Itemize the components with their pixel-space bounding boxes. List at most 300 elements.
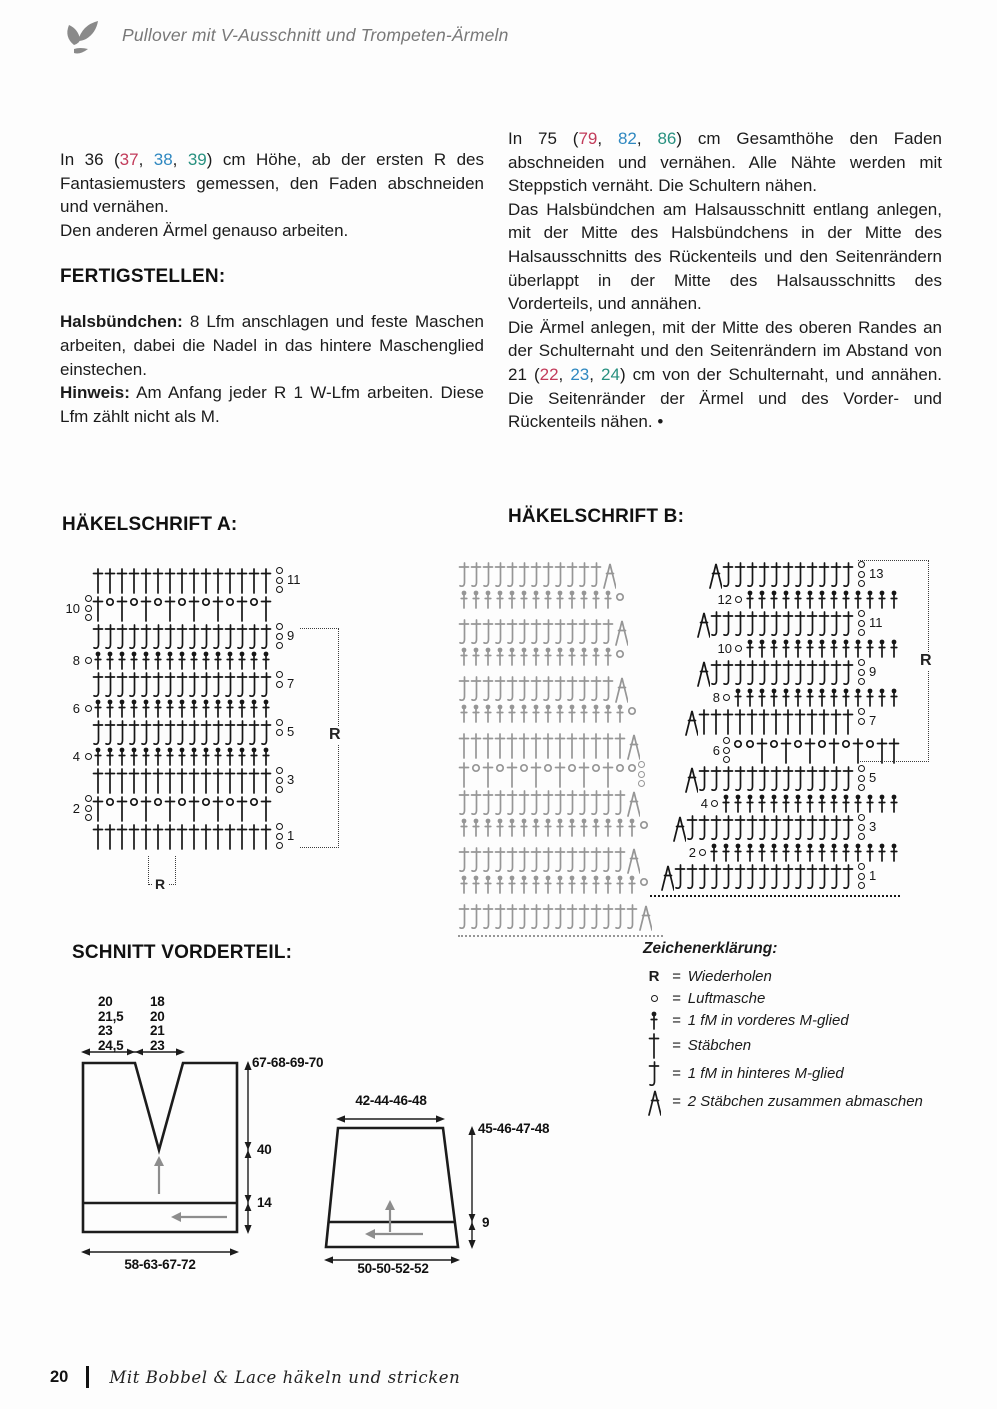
fm-hinteres-symbol	[470, 617, 482, 645]
chart-row	[56, 594, 346, 622]
row-number: 6	[72, 700, 80, 716]
chart-row	[608, 638, 900, 658]
staebchen-symbol	[518, 731, 530, 759]
staebchen-symbol	[152, 566, 164, 594]
fm-hinteres-symbol	[782, 658, 794, 686]
fm-hinteres-symbol	[470, 560, 482, 588]
luftmasche-symbol	[816, 736, 828, 764]
fm-vorderes-symbol	[804, 842, 816, 862]
fm-hinteres-symbol	[710, 862, 722, 890]
luftmasche-symbol	[792, 736, 804, 764]
fm-hinteres-symbol	[140, 622, 152, 650]
chain-circles	[858, 863, 865, 889]
fm-hinteres-symbol	[482, 788, 494, 816]
fm-hinteres-symbol	[506, 788, 518, 816]
staebchen-symbol	[248, 766, 260, 794]
fm-hinteres-symbol	[554, 845, 566, 873]
row-left-gutter	[56, 702, 92, 715]
fm-vorderes-symbol	[744, 793, 756, 813]
row-number: 8	[72, 652, 80, 668]
fm-vorderes-symbol	[756, 589, 768, 609]
legend-symbol	[643, 968, 665, 985]
fm-hinteres-symbol	[518, 845, 530, 873]
fm-hinteres-symbol	[746, 813, 758, 841]
sleeve-height-label: 45-46-47-48	[478, 1121, 550, 1136]
legend-symbol	[643, 1031, 665, 1059]
luftmasche-symbol	[858, 882, 865, 889]
fm-vorderes-symbol	[590, 874, 602, 894]
row-number: 12	[717, 591, 732, 607]
fm-hinteres-symbol	[176, 670, 188, 698]
chart-row	[608, 764, 900, 793]
chain-circles	[85, 753, 92, 760]
chart-row	[608, 842, 900, 862]
staebchen-symbol	[710, 707, 722, 735]
luftmasche-symbol	[276, 577, 283, 584]
staebchen-symbol	[224, 822, 236, 850]
fm-vorderes-symbol	[494, 703, 506, 723]
staebchen-symbol	[494, 731, 506, 759]
staebchen-symbol	[458, 760, 470, 788]
fm-hinteres-symbol	[818, 764, 830, 792]
fm-vorderes-symbol	[200, 746, 212, 766]
staebchen-symbol	[104, 766, 116, 794]
fm-vorderes-symbol	[518, 589, 530, 609]
fm-hinteres-symbol	[566, 617, 578, 645]
row-number: 3	[869, 819, 877, 834]
fm-vorderes-symbol	[864, 842, 876, 862]
fm-hinteres-symbol	[518, 674, 530, 702]
fm-hinteres-symbol	[188, 622, 200, 650]
fm-vorderes-symbol	[140, 698, 152, 718]
fm-vorderes-symbol	[852, 793, 864, 813]
luftmasche-symbol	[276, 681, 283, 688]
row-right-gutter	[854, 862, 900, 889]
fm-hinteres-symbol	[590, 902, 602, 930]
fm-vorderes-symbol	[224, 746, 236, 766]
chart-row	[608, 793, 900, 813]
staebchen-symbol	[482, 731, 494, 759]
fm-vorderes-symbol	[188, 650, 200, 670]
fm-hinteres-symbol	[734, 862, 746, 890]
fm-vorderes-symbol	[458, 589, 470, 609]
fm-vorderes-symbol	[590, 646, 602, 666]
chart-row	[608, 687, 900, 707]
staebchen-symbol	[506, 731, 518, 759]
fm-hinteres-symbol	[758, 658, 770, 686]
luftmasche-symbol	[85, 753, 92, 760]
chain-circles	[711, 800, 718, 807]
paragraph: Den anderen Ärmel genauso arbeiten.	[60, 220, 349, 240]
row-left-gutter	[56, 595, 92, 621]
fm-hinteres-symbol	[200, 622, 212, 650]
fm-vorderes-symbol	[458, 874, 470, 894]
fm-hinteres-symbol	[782, 862, 794, 890]
fm-vorderes-symbol	[104, 650, 116, 670]
luftmasche-symbol	[85, 795, 92, 802]
fm-hinteres-symbol	[128, 622, 140, 650]
row-number: 1	[869, 868, 877, 883]
fm-hinteres-symbol	[482, 560, 494, 588]
fm-hinteres-symbol	[92, 718, 104, 746]
fm-vorderes-symbol	[518, 646, 530, 666]
fm-hinteres-symbol	[722, 609, 734, 637]
fm-vorderes-symbol	[470, 817, 482, 837]
fm-hinteres-symbol	[794, 658, 806, 686]
fm-vorderes-symbol	[128, 650, 140, 670]
fm-hinteres-symbol	[722, 764, 734, 792]
row-number: 2	[72, 800, 80, 816]
fm-vorderes-symbol	[494, 874, 506, 894]
row-left-label	[701, 797, 718, 810]
footer-divider	[86, 1366, 89, 1388]
front-total-height-label: 67-68-69-70	[252, 1055, 324, 1070]
repeat-label: R	[152, 876, 168, 892]
fm-vorderes-symbol	[708, 842, 720, 862]
fm-vorderes-symbol	[792, 638, 804, 658]
schnitt-title: SCHNITT VORDERTEIL:	[72, 942, 293, 963]
fm-hinteres-symbol	[104, 670, 116, 698]
chain-circles	[723, 737, 730, 763]
chart-row	[608, 862, 900, 891]
fm-hinteres-symbol	[482, 902, 494, 930]
staebchen-symbol	[566, 731, 578, 759]
staebchen-symbol	[806, 707, 818, 735]
fm-vorderes-symbol	[744, 842, 756, 862]
fm-hinteres-symbol	[794, 609, 806, 637]
fm-hinteres-symbol	[566, 560, 578, 588]
row-left-label	[713, 691, 730, 704]
fm-hinteres-symbol	[794, 813, 806, 841]
luftmasche-symbol	[494, 760, 506, 788]
staebchen-symbol	[176, 766, 188, 794]
front-hem-height-label: 14	[257, 1195, 272, 1210]
fm-vorderes-symbol	[176, 650, 188, 670]
abmaschen-symbol	[647, 1087, 661, 1116]
luftmasche-symbol	[858, 765, 865, 772]
staebchen-symbol	[782, 707, 794, 735]
staebchen-symbol	[458, 731, 470, 759]
luftmasche-symbol	[200, 794, 212, 822]
staebchen-symbol	[116, 822, 128, 850]
paragraph: Hinweis: Am Anfang jeder R 1 W-Lfm arbeiten. Diese Lfm zählt nicht als M.	[60, 383, 484, 426]
legend-item	[643, 1031, 963, 1059]
luftmasche-symbol	[276, 642, 283, 649]
luftmasche-symbol	[470, 760, 482, 788]
sleeve-top-width-label: 42-44-46-48	[355, 1093, 427, 1108]
staebchen-symbol	[554, 760, 566, 788]
fm-vorderes-symbol	[780, 687, 792, 707]
staebchen-symbol	[770, 707, 782, 735]
fm-vorderes-symbol	[248, 698, 260, 718]
fm-vorderes-symbol	[506, 589, 518, 609]
fm-vorderes-symbol	[554, 703, 566, 723]
fm-hinteres-symbol	[590, 560, 602, 588]
paragraph: In 36 (37, 38, 39) cm Höhe, ab der ersten R des Fantasiemusters gemessen, den Faden abschneiden und vernähen.	[60, 150, 484, 217]
row-left-gutter	[56, 654, 92, 667]
fm-vorderes-symbol	[92, 746, 104, 766]
chart-row	[608, 658, 900, 687]
fm-vorderes-symbol	[840, 793, 852, 813]
fm-hinteres-symbol	[734, 764, 746, 792]
luftmasche-symbol	[732, 736, 744, 764]
fm-hinteres-symbol	[818, 862, 830, 890]
fm-vorderes-symbol	[780, 793, 792, 813]
luftmasche-symbol	[858, 814, 865, 821]
fm-vorderes-symbol	[816, 687, 828, 707]
legend-label: 1 fM in hinteres M-glied	[687, 1064, 844, 1082]
brand-splash-icon	[60, 13, 108, 57]
fm-hinteres-symbol	[842, 764, 854, 792]
fm-hinteres-symbol	[602, 902, 614, 930]
fm-hinteres-symbol	[722, 862, 734, 890]
row-left-gutter	[56, 795, 92, 821]
fm-hinteres-symbol	[770, 862, 782, 890]
luftmasche-symbol	[276, 719, 283, 726]
fm-vorderes-symbol	[732, 687, 744, 707]
fm-hinteres-symbol	[260, 622, 272, 650]
dimension-value: 20	[150, 1008, 165, 1024]
luftmasche-symbol	[85, 657, 92, 664]
staebchen-symbol	[756, 736, 768, 764]
staebchen-symbol	[828, 736, 840, 764]
fm-vorderes-symbol	[518, 703, 530, 723]
fm-hinteres-symbol	[116, 718, 128, 746]
fm-vorderes-symbol	[768, 589, 780, 609]
sleeve-cuff-height-label: 9	[482, 1215, 490, 1230]
fm-vorderes-symbol	[566, 874, 578, 894]
fm-hinteres-symbol	[164, 670, 176, 698]
chain-circles	[723, 694, 730, 701]
fm-vorderes-symbol	[816, 842, 828, 862]
staebchen-symbol	[200, 822, 212, 850]
fm-vorderes-symbol	[494, 646, 506, 666]
legend-rows	[643, 965, 963, 1116]
luftmasche-symbol	[128, 794, 140, 822]
fm-vorderes-symbol	[200, 650, 212, 670]
fm-hinteres-symbol	[260, 670, 272, 698]
page-title: Pullover mit V-Ausschnitt und Trompeten-Ärmeln	[122, 24, 509, 45]
staebchen-symbol	[224, 566, 236, 594]
fm-hinteres-symbol	[152, 718, 164, 746]
fm-vorderes-symbol	[518, 874, 530, 894]
fm-hinteres-symbol	[758, 813, 770, 841]
equals-sign: =	[672, 967, 681, 985]
fm-hinteres-symbol	[164, 718, 176, 746]
symbol-legend	[643, 940, 963, 1116]
fm-vorderes-symbol	[458, 646, 470, 666]
chart-row	[608, 560, 900, 589]
fm-hinteres-symbol	[566, 674, 578, 702]
fm-vorderes-symbol	[164, 698, 176, 718]
sleeve-bottom-width-label: 50-50-52-52	[357, 1261, 429, 1276]
staebchen-symbol	[200, 766, 212, 794]
fm-hinteres-symbol	[830, 862, 842, 890]
luftmasche-symbol	[176, 794, 188, 822]
luftmasche-symbol	[858, 873, 865, 880]
luftmasche-symbol	[840, 736, 852, 764]
dimension-value: 23	[150, 1037, 165, 1053]
chain-circles	[276, 671, 283, 688]
luftmasche-symbol	[276, 786, 283, 793]
fm-vorderes-symbol	[888, 793, 900, 813]
fm-hinteres-symbol	[212, 718, 224, 746]
fm-vorderes-symbol	[828, 589, 840, 609]
fm-hinteres-symbol	[590, 788, 602, 816]
fm-hinteres-symbol	[470, 674, 482, 702]
fm-vorderes-symbol	[92, 650, 104, 670]
fm-hinteres-symbol	[698, 813, 710, 841]
fm-vorderes-symbol	[566, 646, 578, 666]
luftmasche-symbol	[858, 824, 865, 831]
fm-hinteres-symbol	[782, 609, 794, 637]
fm-hinteres-symbol	[554, 560, 566, 588]
staebchen-symbol	[212, 822, 224, 850]
fm-vorderes-symbol	[578, 589, 590, 609]
fm-hinteres-symbol	[128, 670, 140, 698]
row-number: 4	[72, 748, 80, 764]
luftmasche-symbol	[858, 833, 865, 840]
chain-circles	[651, 995, 658, 1002]
fm-hinteres-symbol	[794, 862, 806, 890]
fm-hinteres-symbol	[770, 764, 782, 792]
luftmasche-symbol	[590, 760, 602, 788]
fm-hinteres-symbol	[734, 813, 746, 841]
legend-symbol	[643, 995, 665, 1002]
chart-row	[608, 813, 900, 842]
fm-hinteres-symbol	[770, 560, 782, 588]
row-number: 2	[688, 844, 696, 860]
fm-hinteres-symbol	[554, 902, 566, 930]
staebchen-symbol	[92, 566, 104, 594]
legend-label: 1 fM in vorderes M-glied	[687, 1011, 849, 1029]
staebchen-symbol	[506, 760, 518, 788]
staebchen-symbol	[530, 731, 542, 759]
fm-hinteres-symbol	[506, 617, 518, 645]
fm-hinteres-symbol	[770, 658, 782, 686]
fm-vorderes-symbol	[212, 698, 224, 718]
fm-hinteres-symbol	[842, 560, 854, 588]
staebchen-symbol	[260, 566, 272, 594]
row-number: 6	[712, 742, 720, 758]
staebchen-symbol	[92, 766, 104, 794]
chain-circles	[699, 849, 706, 856]
staebchen-symbol	[722, 707, 734, 735]
dimension-value: 21	[150, 1023, 165, 1038]
fm-hinteres-symbol	[518, 902, 530, 930]
luftmasche-symbol	[176, 594, 188, 622]
staebchen-symbol	[104, 566, 116, 594]
fm-hinteres-symbol	[566, 845, 578, 873]
fm-hinteres-symbol	[128, 718, 140, 746]
row-number: 11	[869, 615, 883, 630]
fm-hinteres-symbol	[590, 845, 602, 873]
row-left-label	[718, 642, 742, 655]
page-number: 20	[50, 1367, 69, 1386]
fm-hinteres-symbol	[518, 788, 530, 816]
fm-hinteres-symbol	[734, 609, 746, 637]
paragraph: Halsbündchen: 8 Lfm anschlagen und feste Maschen arbeiten, dabei die Nadel in das hintere Maschenglied einstechen.	[60, 312, 484, 379]
abmaschen-symbol	[660, 862, 674, 891]
fm-vorderes-symbol	[792, 589, 804, 609]
fm-vorderes-symbol	[732, 793, 744, 813]
row-left-label	[689, 846, 706, 859]
fm-hinteres-symbol	[614, 902, 626, 930]
fm-hinteres-symbol	[806, 658, 818, 686]
staebchen-symbol	[188, 822, 200, 850]
legend-label: 2 Stäbchen zusammen abmaschen	[687, 1093, 923, 1110]
abmaschen-symbol	[708, 560, 722, 589]
luftmasche-symbol	[224, 794, 236, 822]
fm-hinteres-symbol	[482, 845, 494, 873]
staebchen-symbol	[128, 766, 140, 794]
staebchen-symbol	[188, 566, 200, 594]
chain-circles	[85, 595, 92, 621]
fm-vorderes-symbol	[530, 589, 542, 609]
chain-circles	[85, 705, 92, 712]
luftmasche-symbol	[276, 729, 283, 736]
staebchen-symbol	[92, 594, 104, 622]
luftmasche-symbol	[276, 833, 283, 840]
fm-vorderes-symbol	[840, 687, 852, 707]
fm-vorderes-symbol	[542, 589, 554, 609]
staebchen-symbol	[140, 822, 152, 850]
fm-vorderes-symbol	[590, 703, 602, 723]
abmaschen-symbol	[684, 764, 698, 793]
fm-hinteres-symbol	[104, 718, 116, 746]
fm-hinteres-symbol	[806, 764, 818, 792]
staebchen-symbol	[648, 1031, 660, 1059]
fm-vorderes-symbol	[518, 817, 530, 837]
staebchen-symbol	[152, 766, 164, 794]
fm-vorderes-symbol	[542, 703, 554, 723]
fm-vorderes-symbol	[128, 746, 140, 766]
fm-vorderes-symbol	[744, 589, 756, 609]
fm-vorderes-symbol	[554, 646, 566, 666]
fm-hinteres-symbol	[578, 560, 590, 588]
fm-hinteres-symbol	[554, 788, 566, 816]
sleeve-schematic	[303, 1088, 603, 1288]
row-number: 9	[869, 664, 877, 679]
chart-row	[56, 566, 346, 594]
luftmasche-symbol	[711, 800, 718, 807]
fm-hinteres-symbol	[188, 718, 200, 746]
staebchen-symbol	[578, 731, 590, 759]
fm-hinteres-symbol	[818, 658, 830, 686]
fm-vorderes-symbol	[840, 589, 852, 609]
dimension-value: 18	[150, 994, 165, 1009]
equals-sign: =	[672, 1093, 681, 1110]
fm-vorderes-symbol	[176, 698, 188, 718]
legend-symbol	[643, 1010, 665, 1030]
foundation-chain-dots	[650, 895, 900, 897]
luftmasche-symbol	[276, 633, 283, 640]
staebchen-symbol	[116, 594, 128, 622]
luftmasche-symbol	[276, 823, 283, 830]
luftmasche-symbol	[723, 747, 730, 754]
fm-hinteres-symbol	[494, 788, 506, 816]
fm-hinteres-symbol	[794, 560, 806, 588]
staebchen-symbol	[212, 766, 224, 794]
fm-hinteres-symbol	[116, 670, 128, 698]
fm-hinteres-symbol	[818, 560, 830, 588]
fm-vorderes-symbol	[140, 746, 152, 766]
luftmasche-symbol	[744, 736, 756, 764]
legend-item	[643, 1009, 963, 1031]
chain-circles	[276, 823, 283, 849]
staebchen-symbol	[92, 822, 104, 850]
fm-vorderes-symbol	[104, 698, 116, 718]
